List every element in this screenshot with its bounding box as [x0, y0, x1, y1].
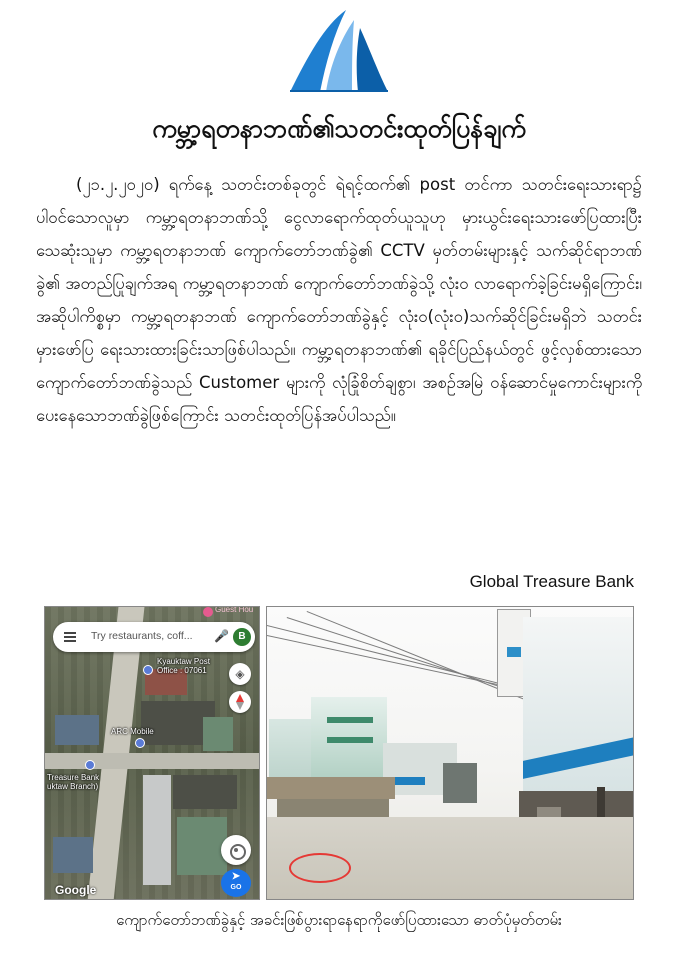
- navigate-button[interactable]: [221, 869, 251, 897]
- poi-post-office[interactable]: [157, 657, 210, 675]
- navigate-icon: ➤: [231, 871, 241, 882]
- avatar[interactable]: B: [233, 628, 251, 646]
- compass-icon[interactable]: [229, 691, 251, 713]
- map-building: [203, 717, 233, 751]
- place-pin-icon[interactable]: [203, 607, 213, 617]
- mic-icon[interactable]: 🎤: [214, 629, 229, 643]
- google-watermark: Google: [55, 883, 97, 897]
- place-label: Guest Hou: [215, 606, 254, 614]
- map-screenshot: [44, 606, 260, 900]
- map-building: [177, 817, 227, 875]
- post-office-icon[interactable]: [143, 665, 153, 675]
- shop-sign: [395, 777, 425, 785]
- my-location-icon[interactable]: [221, 835, 251, 865]
- announcement-body: (၂၁.၂.၂၀၂၀) ရက်နေ့ သတင်းတစ်ခုတွင် ရဲရင့်ထက်၏ post တင်ကာ သတင်းရေးသားရာ၌ ပါဝင်သောလူမှာ ကမ္ဘာ့ရတနာဘဏ်သို့ ငွေလာရောက်ထုတ်ယူသူဟု မှားယွင်းရေးသားဖော်ပြထားပြီး သေဆုံးသူမှာ ကမ္ဘာ့ရတနာဘဏ် ကျောက်တော်ဘဏ်ခွဲ၏ CCTV မှတ်တမ်းများနှင့် သက်ဆိုင်ရာဘဏ်ခွဲ၏ အတည်ပြုချက်အရ ကမ္ဘာ့ရတနာဘဏ် ကျောက်တော်ဘဏ်ခွဲသို့ လုံးဝ လာရောက်ခဲ့ခြင်းမရှိကြောင်း၊ အဆိုပါကိစ္စမှာ ကမ္ဘာ့ရတနာဘဏ် ကျောက်တော်ဘဏ်ခွဲနှင့် လုံးဝ(လုံးဝ)သက်ဆိုင်ခြင်းမရှိဘဲ သတင်းမှားဖော်ပြ ရေးသားထားခြင်းသာဖြစ်ပါသည်။ ကမ္ဘာ့ရတနာဘဏ်၏ ရခိုင်ပြည်နယ်တွင် ဖွင့်လှစ်ထားသော ကျောက်တော်ဘဏ်ခွဲသည် Customer များကို လုံခြုံစိတ်ချစွာ၊ အစဉ်အမြဲ ဝန်ဆောင်မှုကောင်းများကို ပေးနေသောဘဏ်ခွဲဖြစ်ကြောင်း သတင်းထုတ်ပြန်အပ်ပါသည်။: [36, 175, 642, 425]
- window-band: [327, 717, 373, 723]
- poi-arc-mobile[interactable]: ARC Mobile: [111, 727, 154, 736]
- map-building: [53, 837, 93, 873]
- street-photo: [266, 606, 634, 900]
- layers-icon[interactable]: ◈: [229, 663, 251, 685]
- signboard-logo: [507, 647, 521, 657]
- signature: Global Treasure Bank: [469, 572, 634, 591]
- announcement-title: ကမ္ဘာ့ရတနာဘဏ်၏သတင်းထုတ်ပြန်ချက်: [152, 114, 526, 143]
- building: [269, 719, 311, 781]
- map-building: [55, 715, 99, 745]
- poi-label-line: Treasure Bank: [47, 773, 100, 782]
- go-label: GO: [230, 884, 242, 891]
- building: [443, 763, 477, 803]
- photo-caption: ကျောက်တော်ဘဏ်ခွဲနှင့် အခင်းဖြစ်ပွားရာနေရာကိုဖော်ပြထားသော ဓာတ်ပုံမှတ်တမ်း: [116, 911, 562, 929]
- poi-label-line: Office : 07061: [157, 666, 207, 675]
- bank-icon[interactable]: [85, 760, 95, 770]
- map-search-bar[interactable]: [53, 622, 255, 652]
- map-building: [173, 775, 237, 809]
- shop-icon[interactable]: [135, 738, 145, 748]
- map-building: [143, 775, 171, 885]
- incident-marker: [289, 853, 351, 883]
- market-roof: [267, 777, 395, 799]
- map-search-placeholder[interactable]: Try restaurants, coff...: [91, 630, 193, 642]
- map-road: [45, 753, 260, 769]
- poi-label-line: Kyauktaw Post: [157, 657, 210, 666]
- bank-logo: [290, 10, 388, 94]
- menu-icon[interactable]: [64, 632, 76, 642]
- poi-label-line: uktaw Branch): [47, 782, 99, 791]
- window-band: [327, 737, 373, 743]
- poi-treasure-bank[interactable]: [47, 773, 99, 791]
